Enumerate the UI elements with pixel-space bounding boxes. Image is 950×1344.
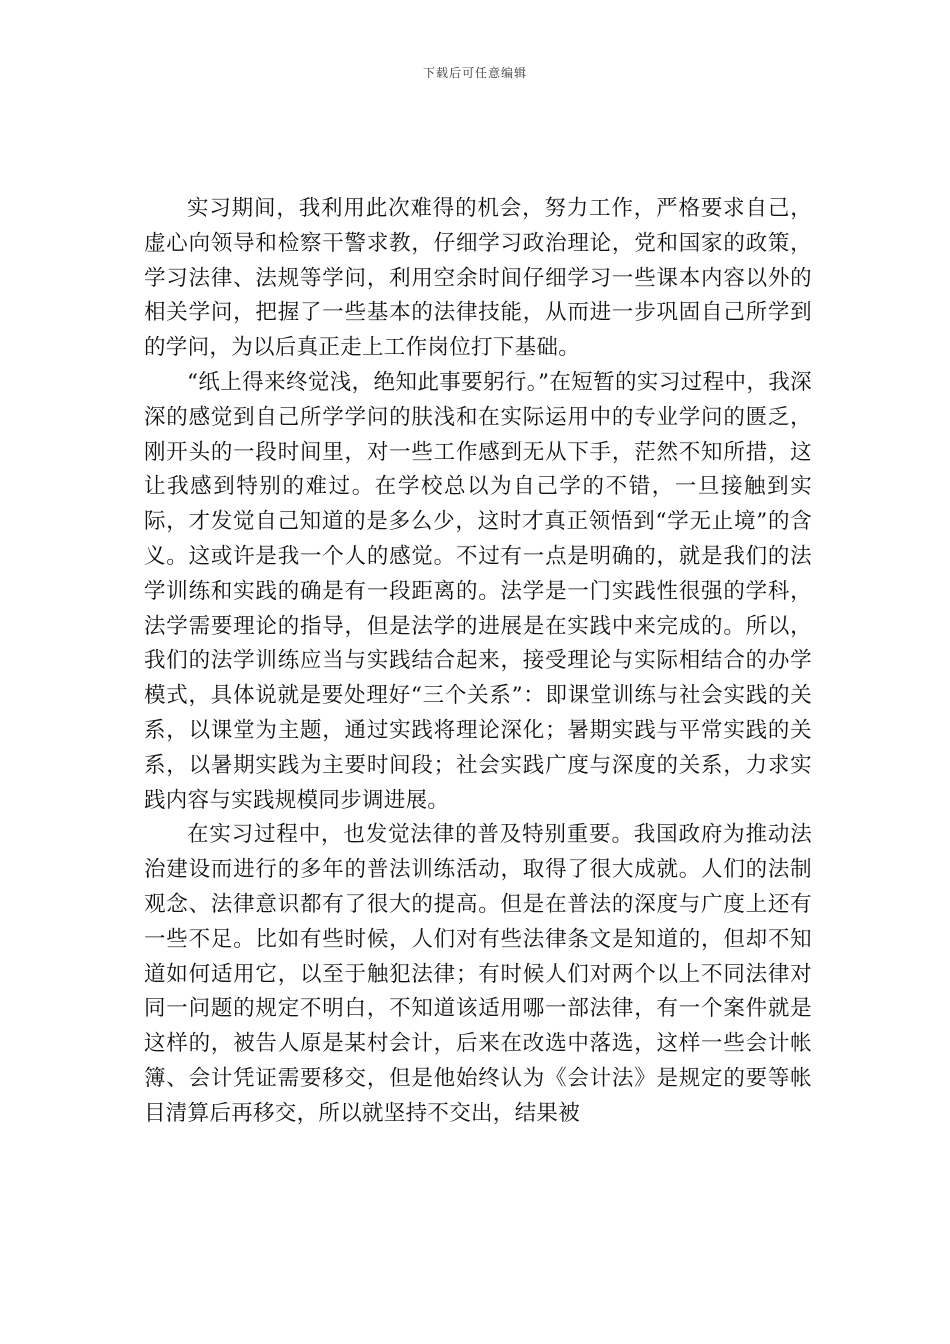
paragraph-2: “纸上得来终觉浅，绝知此事要躬行。”在短暂的实习过程中，我深深的感觉到自己所学学问的肤浅和在实际运用中的专业学问的匮乏，刚开头的一段时间里，对一些工作感到无从下手，茫然不知所措，这让我感到特别的难过。在学校总以为自己学的不错，一旦接触到实际，才发觉自己知道的是多么少，这时才真正领悟到“学无止境”的含义。这或许是我一个人的感觉。不过有一点是明确的，就是我们的法学训练和实践的确是有一段距离的。法学是一门实践性很强的学科，法学需要理论的指导，但是法学的进展是在实践中来完成的。所以，我们的法学训练应当与实践结合起来，接受理论与实际相结合的办学模式，具体说就是要处理好“三个关系”：即课堂训练与社会实践的关系，以课堂为主题，通过实践将理论深化；暑期实践与平常实践的关系，以暑期实践为主要时间段；社会实践广度与深度的关系，力求实践内容与实践规模同步调进展。 — [144, 369, 812, 813]
document-body — [144, 192, 812, 1132]
page-header-note: 下载后可任意编辑 — [422, 66, 527, 80]
paragraph-1: 实习期间，我利用此次难得的机会，努力工作，严格要求自己，虚心向领导和检察干警求教，仔细学习政治理论，党和国家的政策，学习法律、法规等学问，利用空余时间仔细学习一些课本内容以外的相关学问，把握了一些基本的法律技能，从而进一步巩固自己所学到的学问，为以后真正走上工作岗位打下基础。 — [144, 196, 812, 361]
paragraph-3: 在实习过程中，也发觉法律的普及特别重要。我国政府为推动法治建设而进行的多年的普法训练活动，取得了很大成就。人们的法制观念、法律意识都有了很大的提高。但是在普法的深度与广度上还有一些不足。比如有些时候，人们对有些法律条文是知道的，但却不知道如何适用它，以至于触犯法律；有时候人们对两个以上不同法律对同一问题的规定不明白，不知道该适用哪一部法律，有一个案件就是这样的，被告人原是某村会计，后来在改选中落选，这样一些会计帐簿、会计凭证需要移交，但是他始终认为《会计法》是规定的要等帐目清算后再移交，所以就坚持不交出，结果被 — [144, 822, 812, 1126]
